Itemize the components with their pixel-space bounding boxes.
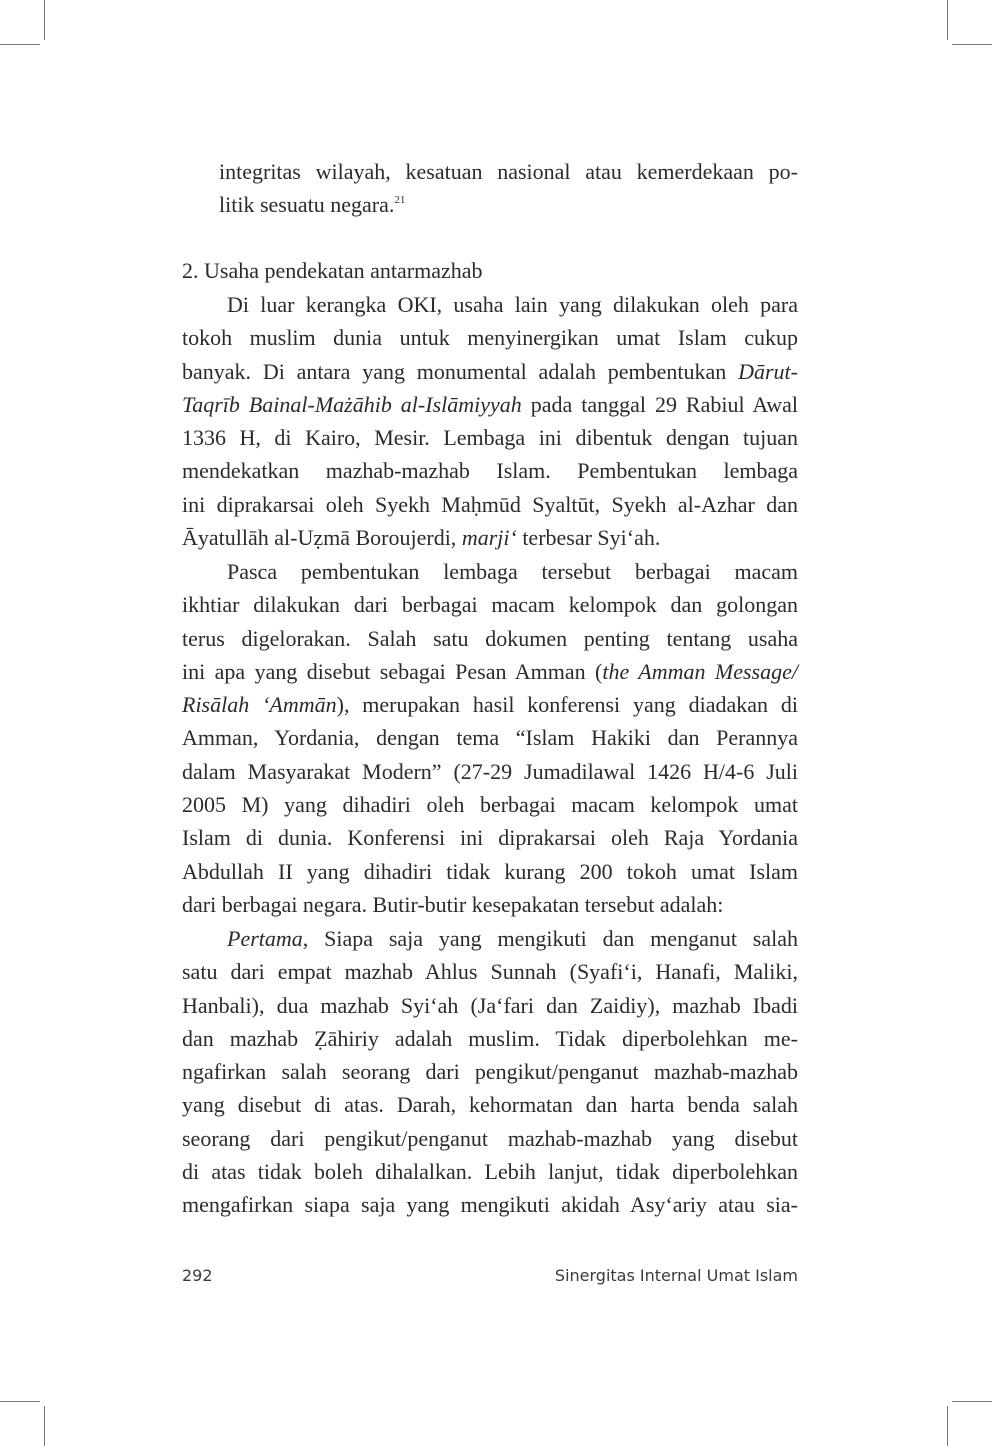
text-line: integritas wilayah, kesatuan nasional atau kemerdekaan po-: [219, 159, 798, 184]
text-line: ini diprakarsai oleh Syekh Maḥmūd Syaltūt, Syekh al-Azhar dan: [182, 491, 798, 517]
text-line: seorang dari pengikut/penganut mazhab-mazhab yang disebut: [182, 1125, 798, 1151]
top-paragraph: [219, 155, 798, 222]
footnote-marker: 21: [394, 194, 406, 207]
running-title: Sinergitas Internal Umat Islam: [554, 1266, 798, 1285]
text-line: Amman, Yordania, dengan tema “Islam Hakiki dan Perannya: [182, 725, 798, 751]
text-line: Pertama, Siapa saja yang mengikuti dan menganut salah: [227, 926, 798, 951]
text-line: tokoh muslim dunia untuk menyinergikan umat Islam cukup: [182, 325, 798, 351]
crop-mark: [947, 0, 948, 40]
text-line: Risālah ʻAmmān), merupakan hasil konferensi yang diadakan di: [182, 692, 799, 718]
crop-mark: [952, 44, 992, 45]
page-footer: [182, 1266, 798, 1294]
text-line: ini apa yang disebut sebagai Pesan Amman (the Amman Message/: [182, 658, 798, 684]
section-heading: [182, 254, 798, 287]
text-line: Islam di dunia. Konferensi ini diprakarsai oleh Raja Yordania: [182, 825, 798, 851]
text-line: mendekatkan mazhab-mazhab Islam. Pembentukan lembaga: [182, 458, 798, 484]
heading-text: 2. Usaha pendekatan antarmazhab: [182, 258, 483, 283]
text-line: terus digelorakan. Salah satu dokumen penting tentang usaha: [182, 625, 798, 651]
text-line: dalam Masyarakat Modern” (27-29 Jumadilawal 1426 H/4-6 Juli: [182, 758, 798, 784]
paragraph-3: [182, 922, 798, 1222]
text-line: 1336 H, di Kairo, Mesir. Lembaga ini dibentuk dengan tujuan: [182, 425, 798, 451]
text-line: ngafirkan salah seorang dari pengikut/penganut mazhab-mazhab: [182, 1059, 798, 1085]
crop-mark: [0, 44, 40, 45]
text-line: satu dari empat mazhab Ahlus Sunnah (Syafiʻi, Hanafi, Maliki,: [182, 959, 798, 985]
text-line: Hanbali), dua mazhab Syiʻah (Jaʻfari dan Zaidiy), mazhab Ibadi: [182, 992, 798, 1018]
crop-mark: [947, 1406, 948, 1446]
paragraph-1: [182, 288, 798, 554]
crop-mark: [952, 1401, 992, 1402]
text-line: Di luar kerangka OKI, usaha lain yang dilakukan oleh para: [227, 292, 798, 317]
crop-mark: [0, 1401, 40, 1402]
crop-mark: [44, 0, 45, 40]
text-line: mengafirkan siapa saja yang mengikuti akidah Asyʻariy atau sia-: [182, 1192, 798, 1218]
text-line: dari berbagai negara. Butir-butir kesepakatan tersebut adalah:: [182, 891, 724, 917]
text-line: Taqrīb Bainal-Mażāhib al-Islāmiyyah pada tanggal 29 Rabiul Awal: [182, 391, 798, 417]
text-line: dan mazhab Ẓāhiriy adalah muslim. Tidak diperbolehkan me-: [182, 1025, 798, 1051]
paragraph-2: [182, 555, 798, 921]
text-line: Pasca pembentukan lembaga tersebut berbagai macam: [227, 559, 798, 584]
text-line: banyak. Di antara yang monumental adalah pembentukan Dārut-: [182, 358, 798, 384]
page-number: 292: [182, 1266, 213, 1285]
crop-mark: [44, 1406, 45, 1446]
text-line: litik sesuatu negara.$^{21}$: [219, 192, 406, 218]
text-line: ikhtiar dilakukan dari berbagai macam kelompok dan golongan: [182, 592, 798, 618]
text-line: di atas tidak boleh dihalalkan. Lebih lanjut, tidak diperbolehkan: [182, 1159, 798, 1185]
text-line: Abdullah II yang dihadiri tidak kurang 200 tokoh umat Islam: [182, 858, 798, 884]
text-line: Āyatullāh al-Uẓmā Boroujerdi, marjiʻ terbesar Syiʻah.: [182, 525, 661, 551]
text-line: yang disebut di atas. Darah, kehormatan dan harta benda salah: [182, 1092, 798, 1118]
text-line: 2005 M) yang dihadiri oleh berbagai macam kelompok umat: [182, 792, 798, 818]
